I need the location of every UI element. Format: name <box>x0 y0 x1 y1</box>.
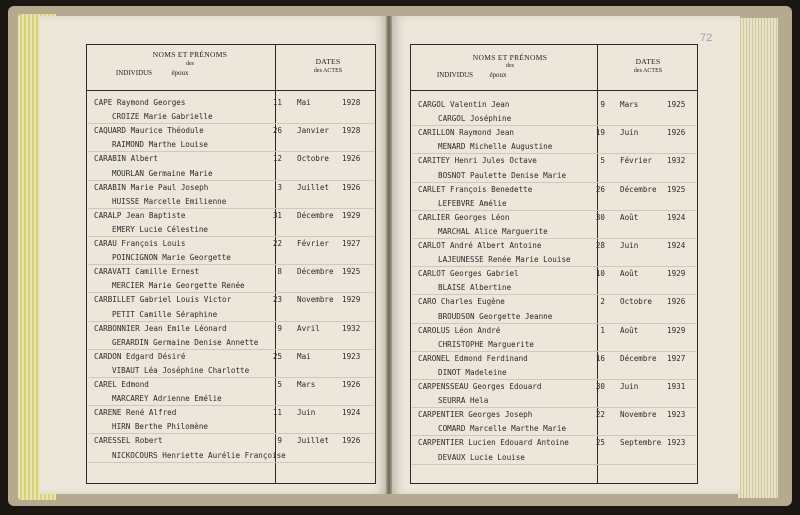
entry-ruling <box>412 323 696 324</box>
marriage-month: Novembre <box>297 295 334 305</box>
marriage-month: Juin <box>620 128 639 138</box>
husband-name: CARABIN Albert <box>94 154 159 164</box>
marriage-month: Avril <box>297 323 320 333</box>
marriage-day: 25 <box>272 351 282 361</box>
marriage-year: 1927 <box>667 353 686 363</box>
husband-name: CARENE René Alfred <box>94 408 177 418</box>
wife-name: CHRISTOPHE Marguerite <box>438 339 535 349</box>
marriage-month: Mars <box>620 100 639 109</box>
marriage-day: 30 <box>595 212 605 222</box>
left-header-rule <box>86 90 376 91</box>
right-header-dates-sub: des ACTES <box>633 68 663 74</box>
wife-name: VIBAUT Léa Joséphine Charlotte <box>112 365 250 375</box>
marriage-month: Mai <box>297 351 311 361</box>
marriage-year: 1923 <box>342 351 361 361</box>
entry-ruling <box>88 123 374 124</box>
husband-name: CARILLON Raymond Jean <box>418 128 515 138</box>
husband-name: CARBILLET Gabriel Louis Victor <box>94 295 232 305</box>
marriage-month: Août <box>620 212 639 222</box>
wife-name: CARGOL Joséphine <box>438 114 512 124</box>
marriage-day: 5 <box>277 380 282 389</box>
wife-name: GERARDIN Germaine Denise Annette <box>112 337 259 347</box>
left-header-names-title: NOMS ET PRÉNOMS <box>152 50 228 59</box>
marriage-year: 1929 <box>342 295 361 305</box>
marriage-year: 1928 <box>342 98 361 107</box>
marriage-month: Décembre <box>620 353 657 363</box>
marriage-month: Octobre <box>620 297 653 307</box>
marriage-month: Juillet <box>297 182 330 192</box>
right-header-individus: INDIVIDUS <box>436 71 474 79</box>
husband-name: CARGOL Valentin Jean <box>418 100 510 109</box>
husband-name: CARLOT Georges Gabriel <box>418 269 519 279</box>
marriage-year: 1927 <box>342 239 361 248</box>
entry-ruling <box>88 405 374 406</box>
marriage-day: 11 <box>272 408 282 418</box>
marriage-month: Mai <box>297 98 311 107</box>
marriage-day: 2 <box>600 297 605 307</box>
wife-name: MARCHAL Alice Marguerite <box>438 226 548 236</box>
husband-name: CARBONNIER Jean Emile Léonard <box>94 323 227 333</box>
entry-ruling <box>88 264 374 265</box>
marriage-day: 11 <box>272 98 282 107</box>
marriage-month: Juillet <box>297 436 330 446</box>
marriage-month: Janvier <box>297 126 330 136</box>
right-header-names-title: NOMS ET PRÉNOMS <box>472 53 548 62</box>
marriage-day: 10 <box>595 269 605 279</box>
entry-ruling <box>412 464 696 465</box>
marriage-day: 25 <box>595 438 605 448</box>
left-header-epoux: époux <box>171 69 189 77</box>
marriage-day: 31 <box>272 210 282 220</box>
wife-name: LAJEUNESSE Renée Marie Louise <box>438 255 571 265</box>
husband-name: CARO Charles Eugène <box>418 297 505 307</box>
wife-name: BROUDSON Georgette Jeanne <box>438 311 553 321</box>
marriage-year: 1923 <box>667 410 686 420</box>
entry-ruling <box>412 238 696 239</box>
marriage-month: Décembre <box>297 210 334 220</box>
marriage-month: Septembre <box>620 438 662 448</box>
husband-name: CARAVATI Camille Ernest <box>94 267 200 277</box>
marriage-year: 1925 <box>667 100 686 109</box>
marriage-day: 9 <box>277 323 282 333</box>
entry-ruling <box>88 349 374 350</box>
marriage-year: 1923 <box>667 438 686 448</box>
right-header-rule <box>410 90 698 91</box>
marriage-month: Août <box>620 269 639 279</box>
page-number: 72 <box>700 32 713 44</box>
wife-name: POINCIGNON Marie Georgette <box>112 253 231 263</box>
marriage-day: 1 <box>600 325 605 335</box>
husband-name: CARLIER Georges Léon <box>418 212 510 222</box>
wife-name: BLAISE Albertine <box>438 283 512 293</box>
marriage-day: 3 <box>277 182 282 192</box>
marriage-day: 28 <box>595 241 605 250</box>
entry-ruling <box>88 433 374 434</box>
entry-ruling <box>412 266 696 267</box>
wife-name: NICKOCOURS Henriette Aurélie Françoise <box>112 450 286 460</box>
entry-ruling <box>412 379 696 380</box>
marriage-month: Août <box>620 325 639 335</box>
marriage-year: 1925 <box>667 184 686 194</box>
marriage-month: Février <box>620 156 653 166</box>
husband-name: CAREL Edmond <box>94 380 149 389</box>
entry-ruling <box>88 208 374 209</box>
marriage-month: Février <box>297 239 330 248</box>
entry-ruling <box>412 294 696 295</box>
wife-name: MERCIER Marie Georgette Renée <box>112 281 245 291</box>
marriage-day: 23 <box>272 295 282 305</box>
marriage-day: 8 <box>277 267 282 277</box>
left-header-dates-title: DATES <box>315 57 341 66</box>
marriage-year: 1929 <box>667 269 686 279</box>
husband-name: CARABIN Marie Paul Joseph <box>94 182 209 192</box>
left-header-individus: INDIVIDUS <box>115 69 153 77</box>
husband-name: CAROLUS Léon André <box>418 325 501 335</box>
marriage-day: 5 <box>600 156 605 166</box>
marriage-year: 1932 <box>342 323 361 333</box>
husband-name: CARPENSSEAU Georges Edouard <box>418 382 542 391</box>
marriage-day: 30 <box>595 382 605 391</box>
wife-name: DEVAUX Lucie Louise <box>438 452 525 462</box>
right-header-epoux: époux <box>489 71 507 79</box>
left-header-dates-sub: des ACTES <box>313 68 343 74</box>
husband-name: CAPE Raymond Georges <box>94 98 186 107</box>
wife-name: RAIMOND Marthe Louise <box>112 140 209 150</box>
marriage-year: 1931 <box>667 382 686 391</box>
marriage-year: 1929 <box>667 325 686 335</box>
marriage-day: 22 <box>595 410 605 420</box>
marriage-month: Juin <box>620 382 639 391</box>
marriage-month: Octobre <box>297 154 330 164</box>
entry-ruling <box>412 182 696 183</box>
marriage-month: Décembre <box>620 184 657 194</box>
marriage-year: 1932 <box>667 156 686 166</box>
marriage-day: 26 <box>272 126 282 136</box>
wife-name: HIRN Berthe Philomène <box>112 422 209 432</box>
marriage-year: 1926 <box>342 182 361 192</box>
left-header-names-des: des <box>186 61 194 67</box>
wife-name: EMERY Lucie Célestine <box>112 224 209 234</box>
marriage-year: 1926 <box>342 436 361 446</box>
marriage-year: 1924 <box>667 212 686 222</box>
marriage-year: 1926 <box>667 297 686 307</box>
entry-ruling <box>412 125 696 126</box>
right-header-dates-title: DATES <box>635 57 661 66</box>
husband-name: CARLOT André Albert Antoine <box>418 241 542 250</box>
marriage-year: 1925 <box>342 267 361 277</box>
wife-name: CROIZE Marie Gabrielle <box>112 112 213 122</box>
wife-name: MENARD Michelle Augustine <box>438 142 553 152</box>
wife-name: MOURLAN Germaine Marie <box>112 168 213 178</box>
marriage-month: Mars <box>297 380 316 389</box>
marriage-month: Juin <box>620 241 639 250</box>
marriage-year: 1929 <box>342 210 361 220</box>
wife-name: DINOT Madeleine <box>438 367 507 377</box>
marriage-year: 1926 <box>342 380 361 389</box>
marriage-year: 1926 <box>342 154 361 164</box>
wife-name: BOSNOT Paulette Denise Marie <box>438 170 567 180</box>
marriage-day: 26 <box>595 184 605 194</box>
marriage-day: 16 <box>595 353 605 363</box>
wife-name: LEFEBVRE Amélie <box>438 198 507 208</box>
entry-ruling <box>88 321 374 322</box>
husband-name: CARPENTIER Georges Joseph <box>418 410 533 420</box>
entry-ruling <box>88 292 374 293</box>
wife-name: SEURRA Hela <box>438 396 489 406</box>
entry-ruling <box>88 151 374 152</box>
marriage-day: 9 <box>277 436 282 446</box>
wife-name: COMARD Marcelle Marthe Marie <box>438 424 567 434</box>
marriage-month: Juin <box>297 408 316 418</box>
entry-ruling <box>412 351 696 352</box>
right-header-names-des: des <box>506 63 514 69</box>
husband-name: CARLET François Benedette <box>418 184 533 194</box>
husband-name: CARAU François Louis <box>94 239 186 248</box>
entry-ruling <box>88 236 374 237</box>
husband-name: CARPENTIER Lucien Edouard Antoine <box>418 438 569 448</box>
marriage-year: 1928 <box>342 126 361 136</box>
husband-name: CARONEL Edmond Ferdinand <box>418 353 528 363</box>
entry-ruling <box>412 407 696 408</box>
marriage-year: 1926 <box>667 128 686 138</box>
wife-name: PETIT Camille Séraphine <box>112 309 218 319</box>
husband-name: CARESSEL Robert <box>94 436 163 446</box>
marriage-day: 22 <box>272 239 282 248</box>
marriage-day: 19 <box>595 128 605 138</box>
wife-name: HUISSE Marcelle Emilienne <box>112 196 227 206</box>
marriage-year: 1924 <box>342 408 361 418</box>
husband-name: CARITEY Henri Jules Octave <box>418 156 537 166</box>
husband-name: CARALP Jean Baptiste <box>94 210 186 220</box>
book-gutter <box>386 16 392 494</box>
marriage-day: 9 <box>600 100 605 109</box>
entry-ruling <box>412 210 696 211</box>
marriage-year: 1924 <box>667 241 686 250</box>
entry-ruling <box>88 462 374 463</box>
husband-name: CARDON Edgard Désiré <box>94 351 186 361</box>
wife-name: MARCAREY Adrienne Emélie <box>112 394 222 404</box>
entry-ruling <box>88 180 374 181</box>
entry-ruling <box>412 435 696 436</box>
marriage-day: 12 <box>272 154 282 164</box>
marriage-month: Novembre <box>620 410 657 420</box>
page-edges-right <box>738 18 778 498</box>
marriage-month: Décembre <box>297 267 334 277</box>
entry-ruling <box>88 377 374 378</box>
entry-ruling <box>412 153 696 154</box>
husband-name: CAQUARD Maurice Théodule <box>94 126 204 136</box>
